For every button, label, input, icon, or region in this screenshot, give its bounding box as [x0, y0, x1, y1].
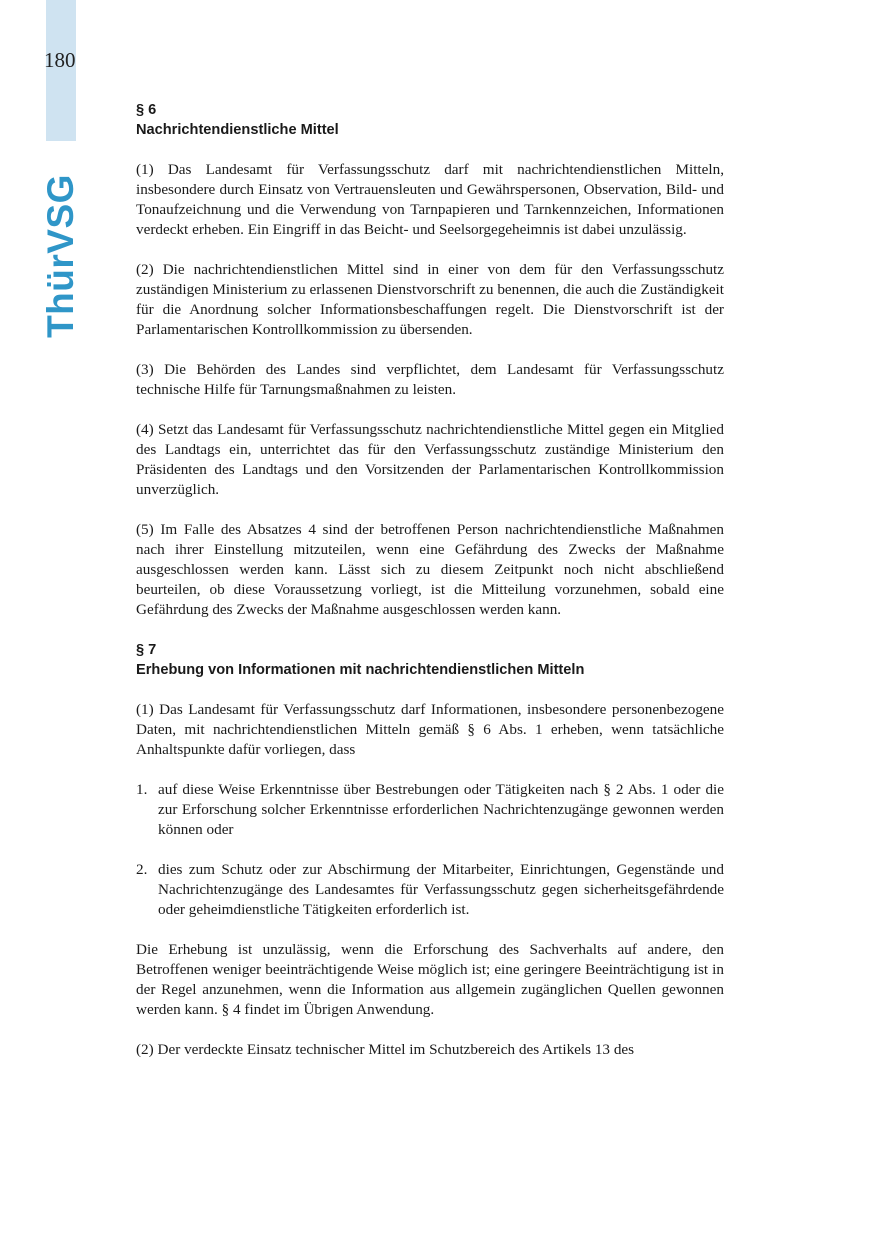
section-6-paragraph-1: (1) Das Landesamt für Verfassungsschutz darf mit nachrichtendienstlichen Mitteln, insbesondere durch Einsatz von Vertrauensleuten und Gewährspersonen, Observation, Bild- und Tonaufzeichnung und die Verwendung von Tarnpapieren und Tarnkennzeichen, Informationen verdeckt erheben. Ein Eingriff in das Beicht- und Seelsorgegeheimnis ist dabei unzulässig. [136, 161, 724, 238]
section-6-title: Nachrichtendienstliche Mittel [136, 122, 339, 138]
page-number: 180 [44, 48, 76, 72]
list-item-text: auf diese Weise Erkenntnisse über Bestrebungen oder Tätigkeiten nach § 2 Abs. 1 oder die zur Erforschung solcher Erkenntnisse erforderlichen Nachrichtenzugänge gewonnen werden können oder [158, 781, 724, 838]
side-title: ThürVSG [40, 174, 81, 338]
list-item [136, 780, 724, 840]
list-item-number: 2. [136, 861, 148, 878]
section-7-paragraph-2-start: (2) Der verdeckte Einsatz technischer Mittel im Schutzbereich des Artikels 13 des [136, 1041, 635, 1058]
section-6-paragraph-3: (3) Die Behörden des Landes sind verpflichtet, dem Landesamt für Verfassungsschutz technische Hilfe für Tarnungsmaßnahmen zu leisten. [136, 361, 724, 398]
list-item-text: dies zum Schutz oder zur Abschirmung der Mitarbeiter, Einrichtungen, Gegenstände und Nachrichtenzugänge des Landesamtes für Verfassungsschutz gegen sicherheitsgefährdende oder geheimdienstliche Tätigkeiten erforderlich ist. [158, 861, 724, 918]
section-7-closing: Die Erhebung ist unzulässig, wenn die Erforschung des Sachverhalts auf andere, den Betroffenen weniger beeinträchtigende Weise möglich ist; eine geringere Beeinträchtigung ist in der Regel anzunehmen, wenn die Information aus allgemein zugänglichen Quellen gewonnen werden kann. § 4 findet im Übrigen Anwendung. [136, 941, 724, 1018]
section-6-paragraph-2: (2) Die nachrichtendienstlichen Mittel sind in einer von dem für den Verfassungsschutz zuständigen Ministerium zu erlassenen Dienstvorschrift zu benennen, die auch die Zuständigkeit für die Anordnung solcher Informationsbeschaffungen regelt. Die Dienstvorschrift ist der Parlamentarischen Kontrollkommission zu übersenden. [136, 261, 724, 338]
section-7-title: Erhebung von Informationen mit nachrichtendienstlichen Mitteln [136, 662, 585, 678]
list-item [136, 860, 724, 920]
document-body [136, 100, 724, 1060]
section-6-paragraph-5: (5) Im Falle des Absatzes 4 sind der betroffenen Person nachrichtendienstliche Maßnahmen nach ihrer Einstellung mitzuteilen, wenn eine Gefährdung des Zwecks der Maßnahme ausgeschlossen werden kann. Lässt sich zu diesem Zeitpunkt noch nicht abschließend beurteilen, ob diese Voraussetzung vorliegt, ist die Mitteilung vorzunehmen, sobald eine Gefährdung des Zwecks der Maßnahme ausgeschlossen werden kann. [136, 521, 724, 618]
section-7-number: § 7 [136, 642, 157, 658]
section-7-intro: (1) Das Landesamt für Verfassungsschutz darf Informationen, insbesondere personenbezogene Daten, mit nachrichtendienstlichen Mitteln gemäß § 6 Abs. 1 erheben, wenn tatsächliche Anhaltspunkte dafür vorliegen, dass [136, 701, 724, 758]
section-6-number: § 6 [136, 102, 157, 118]
list-item-number: 1. [136, 781, 148, 798]
section-6-paragraph-4: (4) Setzt das Landesamt für Verfassungsschutz nachrichtendienstliche Mittel gegen ein Mitglied des Landtags ein, unterrichtet das für den Verfassungsschutz zuständige Ministerium den Präsidenten des Landtags und den Vorsitzenden der Parlamentarischen Kontrollkommission unverzüglich. [136, 421, 724, 498]
